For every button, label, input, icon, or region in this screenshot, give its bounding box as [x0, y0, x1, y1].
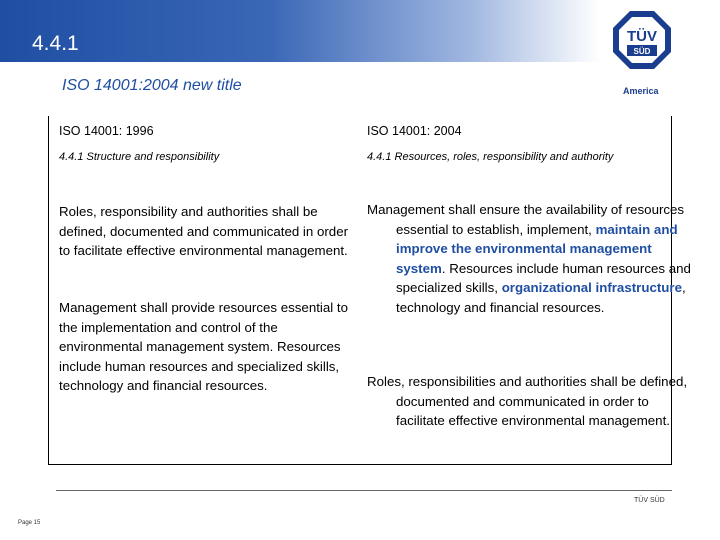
- highlighted-text: organizational infrastructure: [501, 280, 682, 295]
- column-paragraph: Roles, responsibilities and authorities shall be defined, documented and communicated in order to facilitate effective environmental management.: [367, 374, 688, 428]
- section-number: 4.4.1: [32, 32, 79, 55]
- paragraph-text: Management shall ensure the availability of resources essential to establish, implement,: [367, 202, 685, 237]
- logo-region: America: [623, 86, 659, 96]
- logo-brand-line1: TÜV: [627, 28, 657, 45]
- footer-divider: [56, 490, 672, 491]
- footer-brand: TÜV SÜD: [634, 497, 665, 504]
- column-heading: ISO 14001: 1996: [59, 124, 154, 138]
- page-label: Page 15: [18, 520, 41, 526]
- paragraph-text: , technology and financial resources.: [396, 280, 686, 315]
- column-subheading: 4.4.1 Structure and responsibility: [59, 151, 220, 163]
- column-subheading: 4.4.1 Resources, roles, responsibility and authority: [367, 151, 614, 163]
- column-heading: ISO 14001: 2004: [367, 124, 462, 138]
- paragraph-text: . Resources include human resources and specialized skills,: [396, 260, 691, 295]
- column-paragraph: [367, 200, 696, 317]
- comparison-table: [48, 116, 691, 465]
- highlighted-text: maintain and improve the environmental management system: [396, 221, 678, 276]
- header-band: [0, 0, 600, 62]
- tuv-sud-logo: [612, 10, 672, 70]
- slide-title: ISO 14001:2004 new title: [62, 77, 242, 94]
- column-paragraph: Management shall provide resources essential to the implementation and control of the environmental management system. Resources include human resources and specialized skills, technology and financial resources.: [59, 300, 348, 393]
- column-paragraph: Roles, responsibility and authorities shall be defined, documented and communicated in order to facilitate effective environmental management.: [59, 204, 349, 258]
- logo-brand-line2: SÜD: [633, 47, 651, 56]
